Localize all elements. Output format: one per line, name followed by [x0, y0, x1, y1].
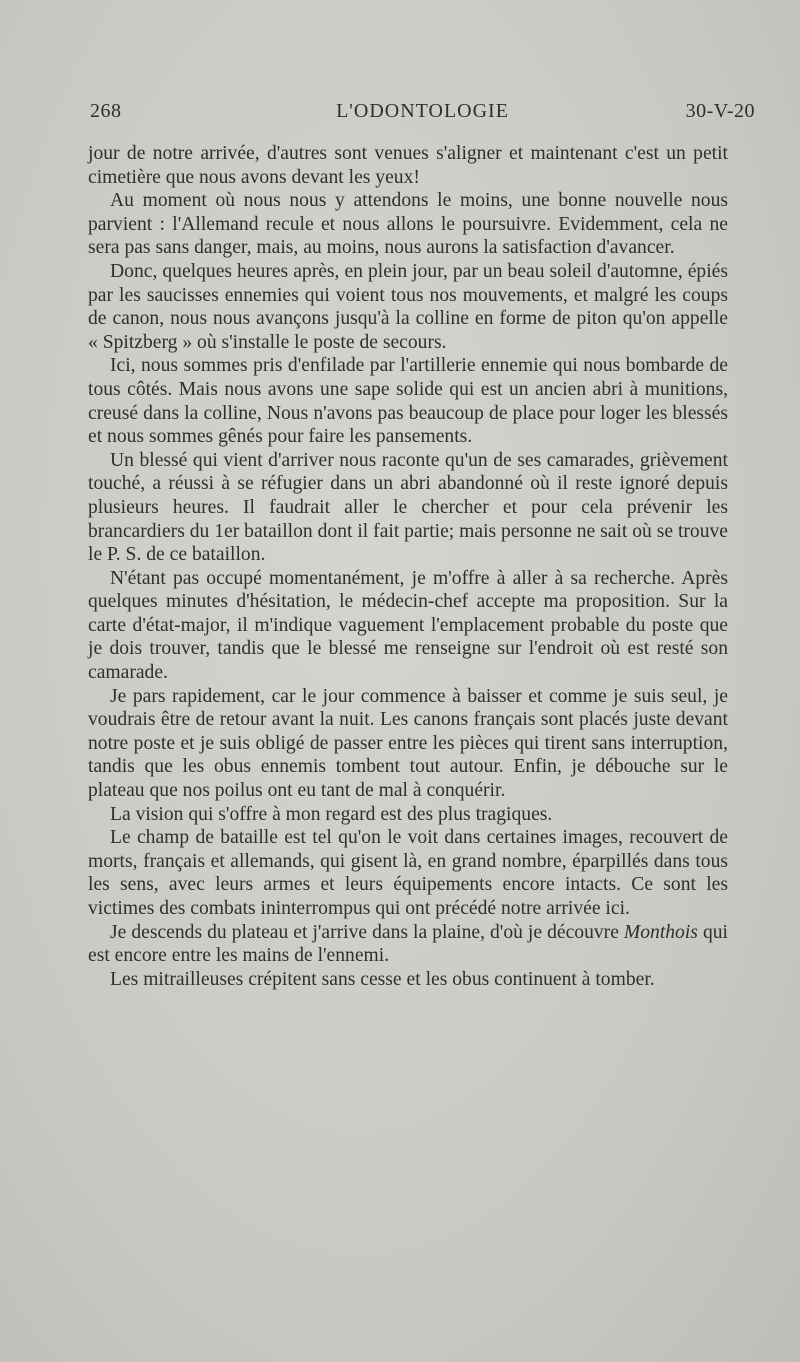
running-header	[90, 100, 755, 130]
paragraph: Un blessé qui vient d'arriver nous raconte qu'un de ses camarades, grièvement touché, a réussi à se réfugier dans un abri abandonné où il reste ignoré depuis plusieurs heures. Il faudrait aller le chercher et pour cela prévenir les brancardiers du 1er bataillon dont il fait partie; mais personne ne sait où se trouve le P. S. de ce bataillon.	[88, 449, 728, 566]
paragraph: Les mitrailleuses crépitent sans cesse et les obus continuent à tomber.	[110, 968, 655, 990]
paragraph: Donc, quelques heures après, en plein jour, par un beau soleil d'automne, épiés par les saucisses ennemies qui voient tous nos mouvements, et malgré les coups de canon, nous nous avançons jusqu'à la colline en forme de piton qu'on appelle « Spitzberg » où s'installe le poste de secours.	[88, 260, 728, 353]
paragraph-text: Je descends du plateau et j'arrive dans la plaine, d'où je découvre	[110, 921, 624, 943]
body-text	[88, 142, 728, 991]
paragraph: Le champ de bataille est tel qu'on le voit dans certaines images, recouvert de morts, français et allemands, qui gisent là, en grand nombre, éparpillés dans tous les sens, avec leurs armes et leurs équipements encore intacts. Ce sont les victimes des combats ininterrompus qui ont précédé notre arrivée ici.	[88, 827, 728, 919]
page-number: 268	[90, 100, 122, 122]
paragraph: Ici, nous sommes pris d'enfilade par l'artillerie ennemie qui nous bombarde de tous côtés. Mais nous avons une sape solide qui est un ancien abri à munitions, creusé dans la colline, Nous n'avons pas beaucoup de place pour loger les blessés et nous sommes gênés pour faire les pansements.	[88, 355, 728, 448]
paragraph: Au moment où nous nous y attendons le moins, une bonne nouvelle nous parvient : l'Allemand recule et nous allons le poursuivre. Evidemment, cela ne sera pas sans danger, mais, au moins, nous aurons la satisfaction d'avancer.	[88, 190, 728, 259]
journal-title: L'ODONTOLOGIE	[336, 100, 509, 122]
paragraph: jour de notre arrivée, d'autres sont venues s'aligner et maintenant c'est un petit cimetière que nous avons devant les yeux!	[88, 143, 728, 188]
paragraph	[88, 921, 728, 968]
paragraph: N'étant pas occupé momentanément, je m'offre à aller à sa recherche. Après quelques minutes d'hésitation, le médecin-chef accepte ma proposition. Sur la carte d'état-major, il m'indique vaguement l'emplacement probable du poste que je dois trouver, tandis que le blessé me renseigne sur l'endroit où est resté son camarade.	[88, 567, 728, 684]
paragraph: La vision qui s'offre à mon regard est des plus tragiques.	[110, 803, 553, 825]
paragraph-text: qui est encore entre les mains de l'ennemi.	[88, 921, 728, 967]
paragraph: Je pars rapidement, car le jour commence à baisser et comme je suis seul, je voudrais être de retour avant la nuit. Les canons français sont placés juste devant notre poste et je suis obligé de passer entre les pièces qui tirent sans interruption, tandis que les obus ennemis tombent tout autour. Enfin, je débouche sur le plateau que nos poilus ont eu tant de mal à conquérir.	[88, 685, 728, 802]
issue-date: 30-V-20	[685, 100, 755, 122]
place-name: Monthois	[623, 921, 698, 943]
